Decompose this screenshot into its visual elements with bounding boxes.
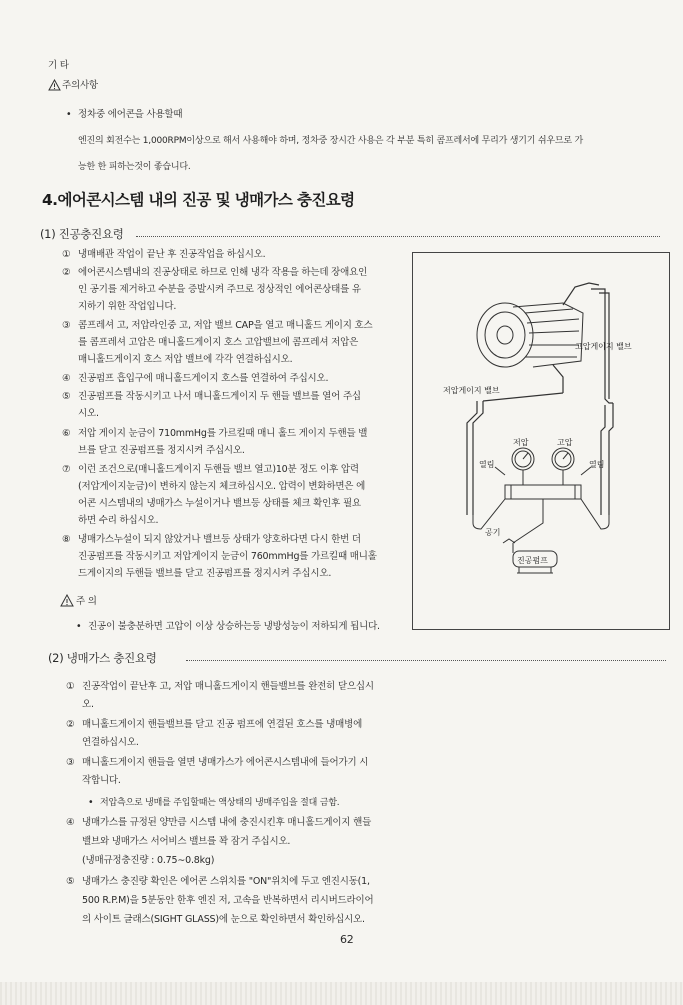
s2-step-5-line: 냉매가스 충진량 확인은 에어콘 스위치를 "ON"위치에 두고 엔진시동(1,	[82, 876, 370, 887]
step-2-num: ②	[62, 267, 71, 278]
s2-step-1-line: 진공작업이 끝난후 고, 저압 매니홀드게이지 핸들밸브를 완전히 닫으십시	[82, 681, 374, 692]
label-open-right: 열림	[589, 460, 605, 469]
section-label-gita: 기 타	[48, 60, 69, 71]
s2-step-4-line: 냉매가스를 규정된 양만큼 시스템 내에 충진시킨후 매니홀드게이지 핸들	[82, 817, 372, 828]
compressor-icon	[477, 303, 583, 367]
bullet-icon: •	[88, 797, 94, 808]
step-7-line: (저압게이지눈금)이 변하지 않는지 체크하십시오. 압력이 변화하면은 에	[78, 481, 366, 492]
step-7-line: 하면 수리 하십시오.	[78, 515, 159, 526]
s2-step-4-num: ④	[66, 817, 75, 828]
step-6-line: 브를 닫고 진공펌프를 정지시켜 주십시오.	[78, 445, 245, 456]
step-2-line: 지하기 위한 작업입니다.	[78, 301, 177, 312]
step-2-line: 에어콘시스템내의 진공상태로 하므로 인해 냉각 작용을 하는데 장애요인	[78, 267, 368, 278]
section4-title: 4.에어콘시스템 내의 진공 및 냉매가스 충진요령	[42, 191, 355, 209]
step-3-num: ③	[62, 320, 71, 331]
caution-heading: 주의사항	[62, 80, 98, 91]
sub1-heading: (1) 진공충진요령	[40, 227, 124, 241]
step-5-line: 진공펌프를 작동시키고 나서 매니홀드게이지 두 핸들 밸브를 열어 주십	[78, 391, 361, 402]
caution-label: 주 의	[76, 596, 97, 607]
s2-step-1-line: 오.	[82, 699, 94, 710]
warning-triangle-icon	[60, 594, 74, 607]
step-4-line: 진공펌프 흡입구에 매니홀드게이지 호스를 연결하여 주십시오.	[78, 373, 329, 384]
label-high-gauge-valve: 고압게이지 밸브	[575, 342, 632, 351]
label-low: 저압	[513, 438, 529, 447]
step-8-line: 냉매가스누설이 되지 않았거나 밸브등 상태가 양호하다면 다시 한번 더	[78, 534, 361, 545]
step-3-line: 콤프레셔 고, 저압라인중 고, 저압 밸브 CAP을 열고 매니홀드 게이지 호스	[78, 320, 373, 331]
caution-text: 진공이 불충분하면 고압이 이상 상승하는등 냉방성능이 저하되게 됩니다.	[88, 621, 380, 632]
s2-step-3-line: 작합니다.	[82, 775, 121, 786]
sub2-heading: (2) 냉매가스 충진요령	[48, 651, 157, 665]
step-8-line: 진공펌프를 작동시키고 저압게이지 눈금이 760mmHg를 가르킬때 매니홀	[78, 551, 377, 562]
bullet1-line2: 능한 한 피하는것이 좋습니다.	[78, 162, 191, 172]
step-3-line: 를 콤프레셔 고압은 매니홀드게이지 호스 고압밸브에 콤프레셔 저압은	[78, 337, 359, 348]
label-low-gauge-valve: 저압게이지 밸브	[443, 386, 500, 395]
step-8-num: ⑧	[62, 534, 71, 545]
step-6-line: 저압 게이지 눈금이 710mmHg를 가르킬때 매니 홀드 게이지 두핸들 밸	[78, 428, 368, 439]
s2-step-3-line: 매니홀드게이지 핸들을 열면 냉매가스가 에어콘시스템내에 들어가기 시	[82, 757, 369, 768]
s2-step-3-num: ③	[66, 757, 75, 768]
step-5-num: ⑤	[62, 391, 71, 402]
step-8-line: 드게이지의 두핸들 밸브를 닫고 진공펌프를 정지시켜 주십시오.	[78, 568, 332, 579]
step-2-line: 인 공기를 제거하고 수분을 증발시켜 주므로 정상적인 에어콘상태를 유	[78, 284, 361, 295]
bullet1-line1: 엔진의 회전수는 1,000RPM이상으로 해서 사용해야 하며, 정차중 장시간 사용은 각 부분 특히 콤프레서에 무리가 생기기 쉬우므로 가	[78, 136, 584, 146]
step-5-line: 시오.	[78, 408, 99, 419]
s2-step-2-line: 매니홀드게이지 핸들밸브를 닫고 진공 펌프에 연결된 호스를 냉매병에	[82, 719, 363, 730]
s2-note: 저압측으로 냉매를 주입할때는 액상태의 냉매주입을 절대 금함.	[100, 798, 340, 808]
bullet-icon: •	[66, 109, 72, 120]
label-pump: 진공펌프	[517, 556, 548, 565]
scan-edge-noise	[0, 982, 683, 1005]
step-6-num: ⑥	[62, 428, 71, 439]
step-7-line: 어콘 시스템내의 냉매가스 누설이거나 밸브등 상태를 체크 확인후 필요	[78, 498, 361, 509]
step-4-num: ④	[62, 373, 71, 384]
label-air: 공기	[485, 528, 501, 537]
heading-leader-dots	[136, 236, 660, 237]
step-3-line: 매니홀드게이지 호스 저압 밸브에 각각 연결하십시오.	[78, 354, 293, 365]
s2-step-4-line: 밸브와 냉매가스 서어비스 밸브를 꽉 잠거 주십시오.	[82, 836, 291, 847]
bullet-icon: •	[76, 621, 82, 632]
label-open-left: 열림	[479, 460, 495, 469]
step-7-line: 이런 조건으로(매니홀드게이지 두핸들 밸브 열고)10분 정도 이후 압력	[78, 464, 359, 475]
s2-step-2-line: 연결하십시오.	[82, 737, 139, 748]
step-1-num: ①	[62, 249, 71, 260]
s2-step-1-num: ①	[66, 681, 75, 692]
s2-step-5-line: 500 R.P.M)을 5분동안 한후 엔진 저, 고속을 반복하면서 리시버드라이어	[82, 895, 374, 906]
s2-step-2-num: ②	[66, 719, 75, 730]
heading-leader-dots	[186, 660, 666, 661]
warning-triangle-icon	[48, 79, 61, 91]
step-1-line: 냉매배관 작업이 끝난 후 진공작업을 하십시오.	[78, 249, 266, 260]
vacuum-diagram-frame	[412, 252, 670, 630]
label-high: 고압	[557, 438, 573, 447]
bullet1-title: 정차중 에어콘을 사용할때	[78, 109, 183, 120]
s2-step-5-num: ⑤	[66, 876, 75, 887]
s2-step-5-line: 의 사이트 글래스(SIGHT GLASS)에 눈으로 확인하면서 확인하십시오.	[82, 914, 365, 925]
step-7-num: ⑦	[62, 464, 71, 475]
page-number: 62	[340, 933, 354, 946]
s2-step-4-line: (냉매규정충진량 : 0.75∼0.8kg)	[82, 855, 215, 866]
vacuum-diagram	[413, 253, 669, 629]
